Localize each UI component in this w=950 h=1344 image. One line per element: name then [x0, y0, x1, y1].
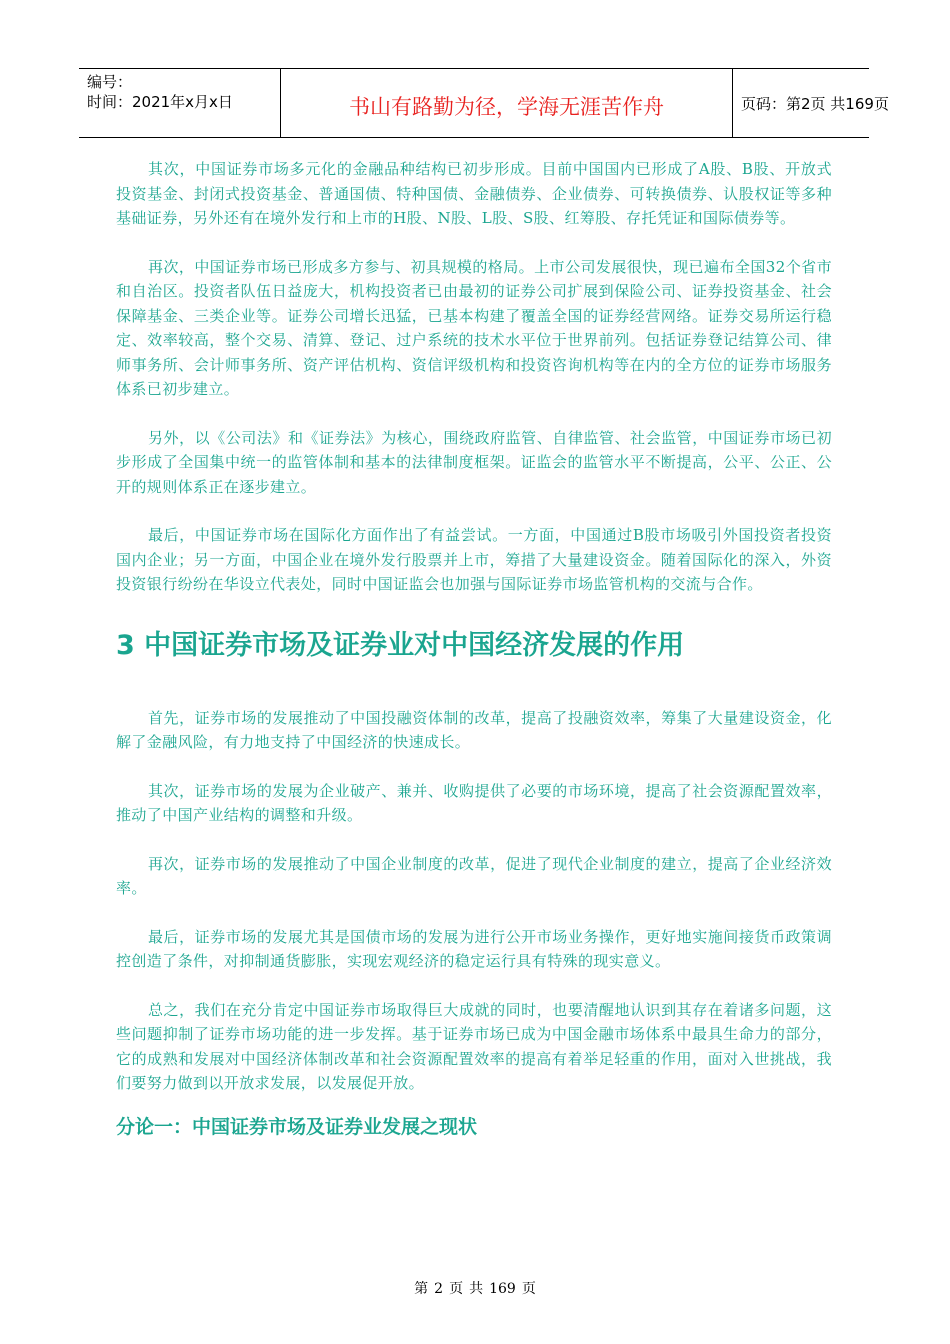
header-left-cell: [79, 69, 281, 137]
footer-total-pages: 169: [489, 1281, 516, 1297]
motto: 书山有路勤为径，学海无涯苦作舟: [349, 95, 664, 119]
section-title: 3 中国证券市场及证券业对中国经济发展的作用: [116, 629, 685, 661]
paragraph: 最后，证券市场的发展尤其是国债市场的发展为进行公开市场业务操作，更好地实施间接货币政策调控创造了条件，对抑制通货膨胀，实现宏观经济的稳定运行具有特殊的现实意义。: [116, 927, 832, 970]
paragraph: 首先，证券市场的发展推动了中国投融资体制的改革，提高了投融资效率，筹集了大量建设资金，化解了金融风险，有力地支持了中国经济的快速成长。: [116, 708, 832, 751]
header-motto-cell: [281, 69, 733, 137]
header-page-cell: [733, 69, 889, 137]
paragraph: 另外，以《公司法》和《证券法》为核心，围绕政府监管、自律监管、社会监管，中国证券市场已初步形成了全国集中统一的监管体制和基本的法律制度框架。证监会的监管水平不断提高，公平、公正、公开的规则体系正在逐步建立。: [116, 428, 832, 496]
header-table: [79, 68, 889, 138]
footer-ye: 页: [449, 1281, 464, 1297]
paragraph: 总之，我们在充分肯定中国证券市场取得巨大成就的同时，也要清醒地认识到其存在着诸多问题，这些问题抑制了证券市场功能的进一步发挥。基于证券市场已成为中国金融市场体系中最具生命力的部分，它的成熟和发展对中国经济体制改革和社会资源配置效率的提高有着举足轻重的作用，面对入世挑战，我们要努力做到以开放求发展，以发展促开放。: [116, 1000, 832, 1092]
subsection-title: 分论一：中国证券市场及证券业发展之现状: [116, 1115, 478, 1138]
page-label: 页码：第2页 共169页: [741, 95, 889, 113]
footer-gong: 共: [469, 1281, 484, 1297]
paragraph: 再次，中国证券市场已形成多方参与、初具规模的格局。上市公司发展很快，现已遍布全国32个省市和自治区。投资者队伍日益庞大，机构投资者已由最初的证券公司扩展到保险公司、证券投资基金、社会保障基金、三类企业等。证券公司增长迅猛，已基本构建了覆盖全国的证券经营网络。证券交易所运行稳定、效率较高，整个交易、清算、登记、过户系统的技术水平位于世界前列。包括证券登记结算公司、律师事务所、会计师事务所、资产评估机构、资信评级机构和投资咨询机构等在内的全方位的证券市场服务体系已初步建立。: [116, 257, 832, 398]
paragraph: 其次，中国证券市场多元化的金融品种结构已初步形成。目前中国国内已形成了A股、B股、开放式投资基金、封闭式投资基金、普通国债、特种国债、金融债券、企业债券、可转换债券、认股权证等多种基础证券，另外还有在境外发行和上市的H股、N股、L股、S股、红筹股、存托凭证和国际债券等。: [116, 160, 832, 227]
page-footer: [0, 1278, 950, 1298]
paragraph: 其次，证券市场的发展为企业破产、兼并、收购提供了必要的市场环境，提高了社会资源配置效率，推动了中国产业结构的调整和升级。: [116, 781, 832, 824]
document-body: [116, 157, 832, 1139]
footer-ye2: 页: [521, 1281, 536, 1297]
time-label: 时间：2021年x月x日: [87, 93, 233, 111]
footer-page-number: 2: [434, 1281, 444, 1297]
footer-di: 第: [414, 1281, 429, 1297]
code-label: 编号：: [87, 73, 133, 91]
paragraph: 最后，中国证券市场在国际化方面作出了有益尝试。一方面，中国通过B股市场吸引外国投资者投资国内企业；另一方面，中国企业在境外发行股票并上市，筹措了大量建设资金。随着国际化的深入，外资投资银行纷纷在华设立代表处，同时中国证监会也加强与国际证券市场监管机构的交流与合作。: [116, 526, 832, 593]
paragraph: 再次，证券市场的发展推动了中国企业制度的改革，促进了现代企业制度的建立，提高了企业经济效率。: [116, 854, 832, 897]
